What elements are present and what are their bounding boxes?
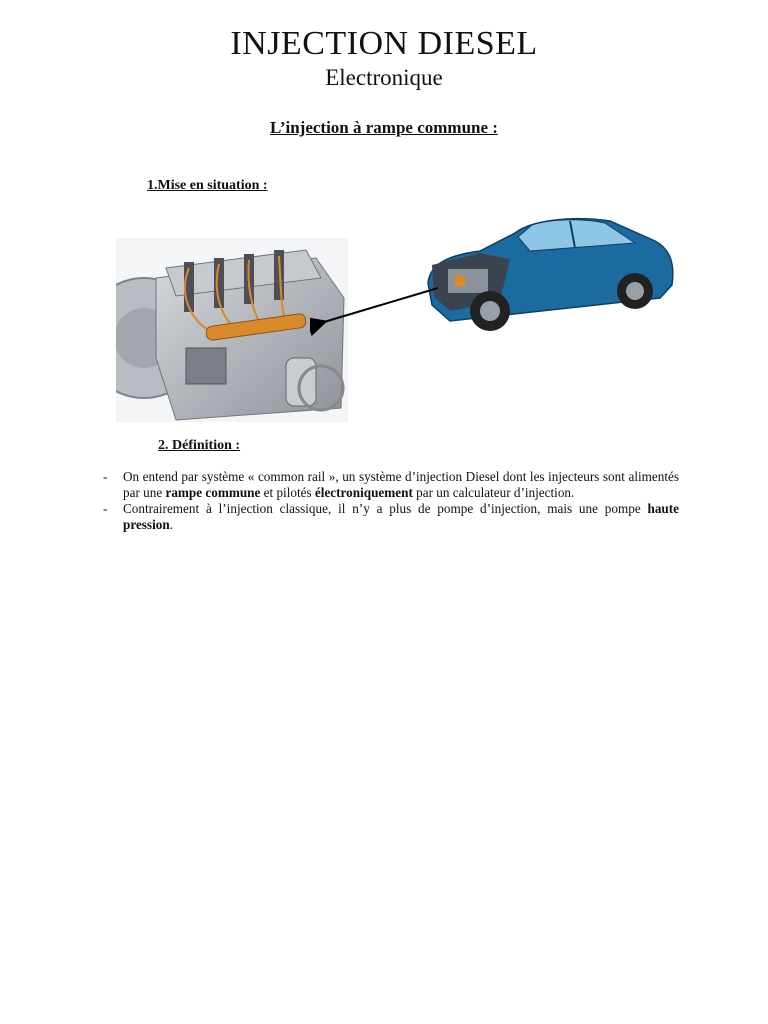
page-title: INJECTION DIESEL xyxy=(230,25,538,62)
definition-list xyxy=(103,469,679,533)
heading-definition: 2. Définition : xyxy=(158,438,241,453)
page-subtitle: Electronique xyxy=(325,65,443,90)
pointer-arrow xyxy=(310,270,450,340)
text-run: et pilotés xyxy=(260,485,315,500)
text-run: Contrairement à l’injection classique, il n’y a plus de pompe d’injection, mais une pompe xyxy=(123,501,648,516)
heading-mise-en-situation: 1.Mise en situation : xyxy=(147,178,268,193)
bold-term: rampe commune xyxy=(165,485,261,500)
text-run: . xyxy=(169,517,173,532)
text-run: par un calculateur d’injection. xyxy=(412,485,575,500)
bold-term: électroniquement xyxy=(314,485,413,500)
list-item xyxy=(103,501,679,533)
bullet-dash: - xyxy=(103,501,108,516)
text-run: On entend par système « common rail », un système d’injection Diesel dont les injecteurs sont alimentés par une xyxy=(123,469,679,500)
section-title: L’injection à rampe commune : xyxy=(270,118,498,137)
list-item xyxy=(103,469,679,501)
bullet-text xyxy=(123,501,679,533)
bullet-dash: - xyxy=(103,469,108,484)
bullet-text xyxy=(123,469,679,501)
bold-term: haute pression xyxy=(123,501,679,532)
car-illustration xyxy=(420,193,682,343)
